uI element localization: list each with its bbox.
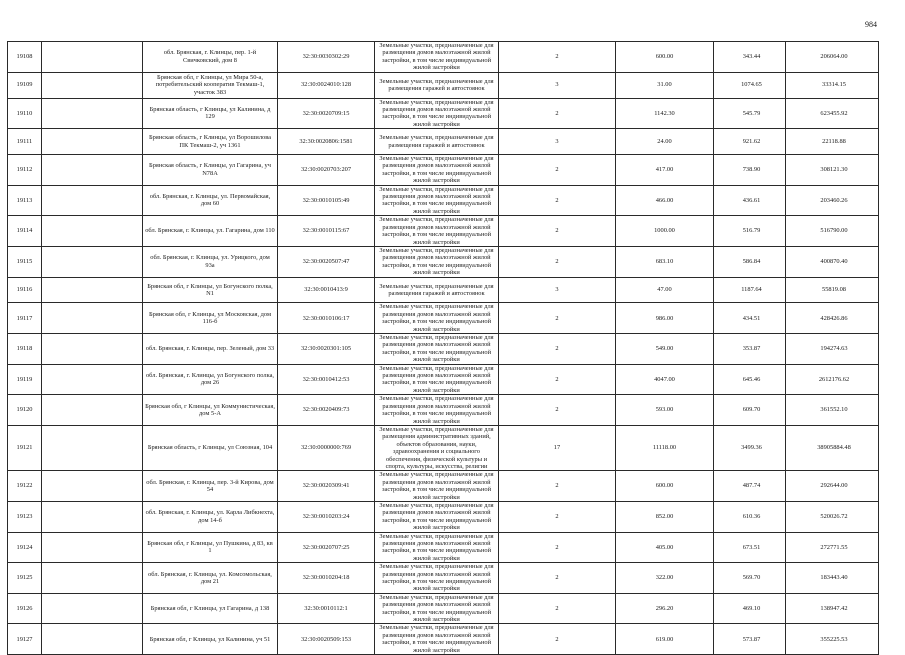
land-use-cell: Земельные участки, предназначенные для размещения домов малоэтажной жилой застройки, в том числе индивидуальной жилой застройки [375,334,499,365]
area-cell: 986.00 [616,303,714,334]
spacer-cell [42,563,143,594]
area-cell: 11118.00 [616,425,714,470]
spacer-cell [42,185,143,216]
specific-value-cell: 516.79 [714,216,786,247]
address-cell: Брянская область, г Клинцы, ул Калинина, д 129 [143,98,278,129]
group-code-cell: 3 [499,72,616,98]
spacer-cell [42,593,143,624]
group-code-cell: 2 [499,185,616,216]
cadastral-number-cell: 32:30:0020703:207 [278,155,375,186]
spacer-cell [42,425,143,470]
cadastral-value-cell: 272771.55 [786,532,879,563]
cadastral-value-cell: 138947.42 [786,593,879,624]
row-number-cell: 19121 [8,425,42,470]
table-row [8,624,879,655]
table-row [8,303,879,334]
address-cell: обл. Брянская, г. Клинцы, пер. 3-й Кирова, дом 54 [143,471,278,502]
area-cell: 417.00 [616,155,714,186]
cadastral-number-cell: 32:30:0010105:49 [278,185,375,216]
table-row [8,334,879,365]
cadastral-value-cell: 292644.00 [786,471,879,502]
address-cell: Брянская обл, г Клинцы, ул Калинина, уч 51 [143,624,278,655]
cadastral-value-cell: 38905884.48 [786,425,879,470]
row-number-cell: 19110 [8,98,42,129]
address-cell: обл. Брянская, г. Клинцы, ул. Гагарина, дом 110 [143,216,278,247]
land-use-cell: Земельные участки, предназначенные для размещения домов малоэтажной жилой застройки, в том числе индивидуальной жилой застройки [375,532,499,563]
table-row [8,425,879,470]
specific-value-cell: 673.51 [714,532,786,563]
area-cell: 31.00 [616,72,714,98]
spacer-cell [42,246,143,277]
row-number-cell: 19118 [8,334,42,365]
cadastral-value-cell: 361552.10 [786,395,879,426]
cadastral-number-cell: 32:30:0020509:153 [278,624,375,655]
specific-value-cell: 343.44 [714,42,786,73]
cadastral-value-cell: 203460.26 [786,185,879,216]
cadastral-number-cell: 32:30:0010106:17 [278,303,375,334]
row-number-cell: 19124 [8,532,42,563]
page-number: 984 [865,20,877,29]
area-cell: 600.00 [616,471,714,502]
spacer-cell [42,334,143,365]
row-number-cell: 19114 [8,216,42,247]
address-cell: обл. Брянская, г. Клинцы, ул. Карла Либкнехта, дом 14-б [143,501,278,532]
address-cell: Брянская обл, г Клинцы, ул Московская, дом 116-б [143,303,278,334]
group-code-cell: 2 [499,532,616,563]
specific-value-cell: 487.74 [714,471,786,502]
land-use-cell: Земельные участки, предназначенные для размещения домов малоэтажной жилой застройки, в том числе индивидуальной жилой застройки [375,185,499,216]
address-cell: обл. Брянская, г. Клинцы, пер. Зеленый, дом 33 [143,334,278,365]
cadastral-number-cell: 32:30:0010203:24 [278,501,375,532]
land-use-cell: Земельные участки, предназначенные для размещения домов малоэтажной жилой застройки, в том числе индивидуальной жилой застройки [375,471,499,502]
row-number-cell: 19119 [8,364,42,395]
land-use-cell: Земельные участки, предназначенные для размещения домов малоэтажной жилой застройки, в том числе индивидуальной жилой застройки [375,98,499,129]
spacer-cell [42,277,143,303]
area-cell: 852.00 [616,501,714,532]
group-code-cell: 2 [499,246,616,277]
table-row [8,395,879,426]
table-row [8,501,879,532]
cadastral-number-cell: 32:30:0020409:73 [278,395,375,426]
specific-value-cell: 469.10 [714,593,786,624]
address-cell: Брянская область, г Клинцы, ул Ворошилова ПК Текмаш-2, уч 1361 [143,129,278,155]
cadastral-number-cell: 32:30:0010413:9 [278,277,375,303]
specific-value-cell: 434.51 [714,303,786,334]
land-use-cell: Земельные участки, предназначенные для размещения административных зданий, объектов образования, науки, здравоохранения и социального обеспечения, физической культуры и спорта, культуры, искусства, религии [375,425,499,470]
specific-value-cell: 610.36 [714,501,786,532]
specific-value-cell: 569.70 [714,563,786,594]
table-row [8,532,879,563]
address-cell: обл. Брянская, г. Клинцы, ул. Урицкого, дом 93а [143,246,278,277]
cadastral-value-cell: 355225.53 [786,624,879,655]
area-cell: 1000.00 [616,216,714,247]
area-cell: 1142.30 [616,98,714,129]
area-cell: 549.00 [616,334,714,365]
specific-value-cell: 573.87 [714,624,786,655]
cadastral-value-cell: 520026.72 [786,501,879,532]
cadastral-number-cell: 32:30:0020707:25 [278,532,375,563]
area-cell: 405.00 [616,532,714,563]
table-row [8,593,879,624]
row-number-cell: 19115 [8,246,42,277]
cadastral-number-cell: 32:30:0010412:53 [278,364,375,395]
cadastral-number-cell: 32:30:0010112:1 [278,593,375,624]
group-code-cell: 2 [499,395,616,426]
cadastral-value-cell: 194274.63 [786,334,879,365]
spacer-cell [42,532,143,563]
row-number-cell: 19113 [8,185,42,216]
cadastral-value-cell: 2612176.62 [786,364,879,395]
spacer-cell [42,395,143,426]
address-cell: обл. Брянская, г. Клинцы, пер. 1-й Свичковский, дом 8 [143,42,278,73]
specific-value-cell: 1187.64 [714,277,786,303]
cadastral-number-cell: 32:30:0024010:128 [278,72,375,98]
address-cell: Брянская обл, г Клинцы, ул Пушкина, д 83, кв 1 [143,532,278,563]
land-use-cell: Земельные участки, предназначенные для размещения гаражей и автостоянок [375,72,499,98]
cadastral-value-cell: 623455.92 [786,98,879,129]
area-cell: 466.00 [616,185,714,216]
table-row [8,129,879,155]
group-code-cell: 2 [499,593,616,624]
row-number-cell: 19116 [8,277,42,303]
spacer-cell [42,303,143,334]
table-row [8,42,879,73]
cadastral-value-cell: 33314.15 [786,72,879,98]
row-number-cell: 19120 [8,395,42,426]
address-cell: обл. Брянская, г. Клинцы, ул. Первомайская, дом 60 [143,185,278,216]
land-use-cell: Земельные участки, предназначенные для размещения домов малоэтажной жилой застройки, в том числе индивидуальной жилой застройки [375,395,499,426]
address-cell: Брянская обл, г Клинцы, ул Гагарина, д 138 [143,593,278,624]
group-code-cell: 3 [499,129,616,155]
row-number-cell: 19109 [8,72,42,98]
row-number-cell: 19127 [8,624,42,655]
spacer-cell [42,364,143,395]
row-number-cell: 19122 [8,471,42,502]
address-cell: обл. Брянская, г. Клинцы, ул. Комсомольская, дом 21 [143,563,278,594]
group-code-cell: 17 [499,425,616,470]
table-row [8,98,879,129]
spacer-cell [42,471,143,502]
area-cell: 600.00 [616,42,714,73]
group-code-cell: 2 [499,42,616,73]
row-number-cell: 19112 [8,155,42,186]
spacer-cell [42,98,143,129]
address-cell: Брянская область, г Клинцы, ул Союзная, 104 [143,425,278,470]
cadastral-number-cell: 32:30:0010115:67 [278,216,375,247]
spacer-cell [42,72,143,98]
land-use-cell: Земельные участки, предназначенные для размещения домов малоэтажной жилой застройки, в том числе индивидуальной жилой застройки [375,246,499,277]
land-use-cell: Земельные участки, предназначенные для размещения домов малоэтажной жилой застройки, в том числе индивидуальной жилой застройки [375,593,499,624]
row-number-cell: 19108 [8,42,42,73]
cadastral-value-cell: 308121.30 [786,155,879,186]
land-use-cell: Земельные участки, предназначенные для размещения домов малоэтажной жилой застройки, в том числе индивидуальной жилой застройки [375,563,499,594]
area-cell: 619.00 [616,624,714,655]
specific-value-cell: 436.61 [714,185,786,216]
row-number-cell: 19123 [8,501,42,532]
group-code-cell: 2 [499,624,616,655]
specific-value-cell: 3499.36 [714,425,786,470]
table-row [8,563,879,594]
spacer-cell [42,129,143,155]
address-cell: обл. Брянская, г. Клинцы, ул Богунского полка, дом 26 [143,364,278,395]
cadastral-value-cell: 206064.00 [786,42,879,73]
land-use-cell: Земельные участки, предназначенные для размещения домов малоэтажной жилой застройки, в том числе индивидуальной жилой застройки [375,624,499,655]
spacer-cell [42,42,143,73]
area-cell: 24.00 [616,129,714,155]
group-code-cell: 2 [499,563,616,594]
address-cell: Брянская обл, г Клинцы, ул Коммунистическая, дом 5-А [143,395,278,426]
cadastral-number-cell: 32:30:0030302:29 [278,42,375,73]
cadastral-value-cell: 183443.40 [786,563,879,594]
land-use-cell: Земельные участки, предназначенные для размещения домов малоэтажной жилой застройки, в том числе индивидуальной жилой застройки [375,216,499,247]
land-use-cell: Земельные участки, предназначенные для размещения домов малоэтажной жилой застройки, в том числе индивидуальной жилой застройки [375,501,499,532]
cadastral-number-cell: 32:30:0020309:41 [278,471,375,502]
row-number-cell: 19117 [8,303,42,334]
spacer-cell [42,216,143,247]
land-use-cell: Земельные участки, предназначенные для размещения домов малоэтажной жилой застройки, в том числе индивидуальной жилой застройки [375,303,499,334]
area-cell: 593.00 [616,395,714,426]
land-use-cell: Земельные участки, предназначенные для размещения гаражей и автостоянок [375,129,499,155]
area-cell: 4047.00 [616,364,714,395]
land-use-cell: Земельные участки, предназначенные для размещения домов малоэтажной жилой застройки, в том числе индивидуальной жилой застройки [375,364,499,395]
spacer-cell [42,155,143,186]
specific-value-cell: 921.62 [714,129,786,155]
specific-value-cell: 645.46 [714,364,786,395]
spacer-cell [42,624,143,655]
cadastral-number-cell: 32:30:0020301:105 [278,334,375,365]
row-number-cell: 19126 [8,593,42,624]
specific-value-cell: 586.84 [714,246,786,277]
group-code-cell: 2 [499,364,616,395]
table-row [8,185,879,216]
group-code-cell: 2 [499,155,616,186]
specific-value-cell: 609.70 [714,395,786,426]
group-code-cell: 3 [499,277,616,303]
specific-value-cell: 1074.65 [714,72,786,98]
cadastral-value-cell: 55819.08 [786,277,879,303]
land-use-cell: Земельные участки, предназначенные для размещения гаражей и автостоянок [375,277,499,303]
address-cell: Брянская обл, г Клинцы, ул Богунского полка, N1 [143,277,278,303]
area-cell: 322.00 [616,563,714,594]
specific-value-cell: 353.87 [714,334,786,365]
table-row [8,72,879,98]
group-code-cell: 2 [499,216,616,247]
cadastral-value-cell: 22118.88 [786,129,879,155]
group-code-cell: 2 [499,98,616,129]
row-number-cell: 19125 [8,563,42,594]
row-number-cell: 19111 [8,129,42,155]
table-row [8,246,879,277]
area-cell: 296.20 [616,593,714,624]
group-code-cell: 2 [499,501,616,532]
cadastral-number-cell: 32:30:0000000:769 [278,425,375,470]
land-use-cell: Земельные участки, предназначенные для размещения домов малоэтажной жилой застройки, в том числе индивидуальной жилой застройки [375,155,499,186]
area-cell: 47.00 [616,277,714,303]
table-row [8,277,879,303]
land-use-cell: Земельные участки, предназначенные для размещения домов малоэтажной жилой застройки, в том числе индивидуальной жилой застройки [375,42,499,73]
area-cell: 683.10 [616,246,714,277]
cadastral-number-cell: 32:30:0020507:47 [278,246,375,277]
cadastral-value-table [7,41,879,655]
table-row [8,364,879,395]
cadastral-value-cell: 428426.86 [786,303,879,334]
address-cell: Брянская обл, г Клинцы, ул Мира 50-а, потребительский кооператив Текмаш-1, участок 383 [143,72,278,98]
cadastral-number-cell: 32:30:0020709:15 [278,98,375,129]
table-row [8,155,879,186]
cadastral-number-cell: 32:30:0020806:1581 [278,129,375,155]
table-row [8,471,879,502]
specific-value-cell: 738.90 [714,155,786,186]
address-cell: Брянская область, г Клинцы, ул Гагарина, уч N78А [143,155,278,186]
cadastral-value-cell: 516790.00 [786,216,879,247]
cadastral-number-cell: 32:30:0010204:18 [278,563,375,594]
spacer-cell [42,501,143,532]
group-code-cell: 2 [499,334,616,365]
table-row [8,216,879,247]
cadastral-value-cell: 400870.40 [786,246,879,277]
specific-value-cell: 545.79 [714,98,786,129]
group-code-cell: 2 [499,471,616,502]
group-code-cell: 2 [499,303,616,334]
